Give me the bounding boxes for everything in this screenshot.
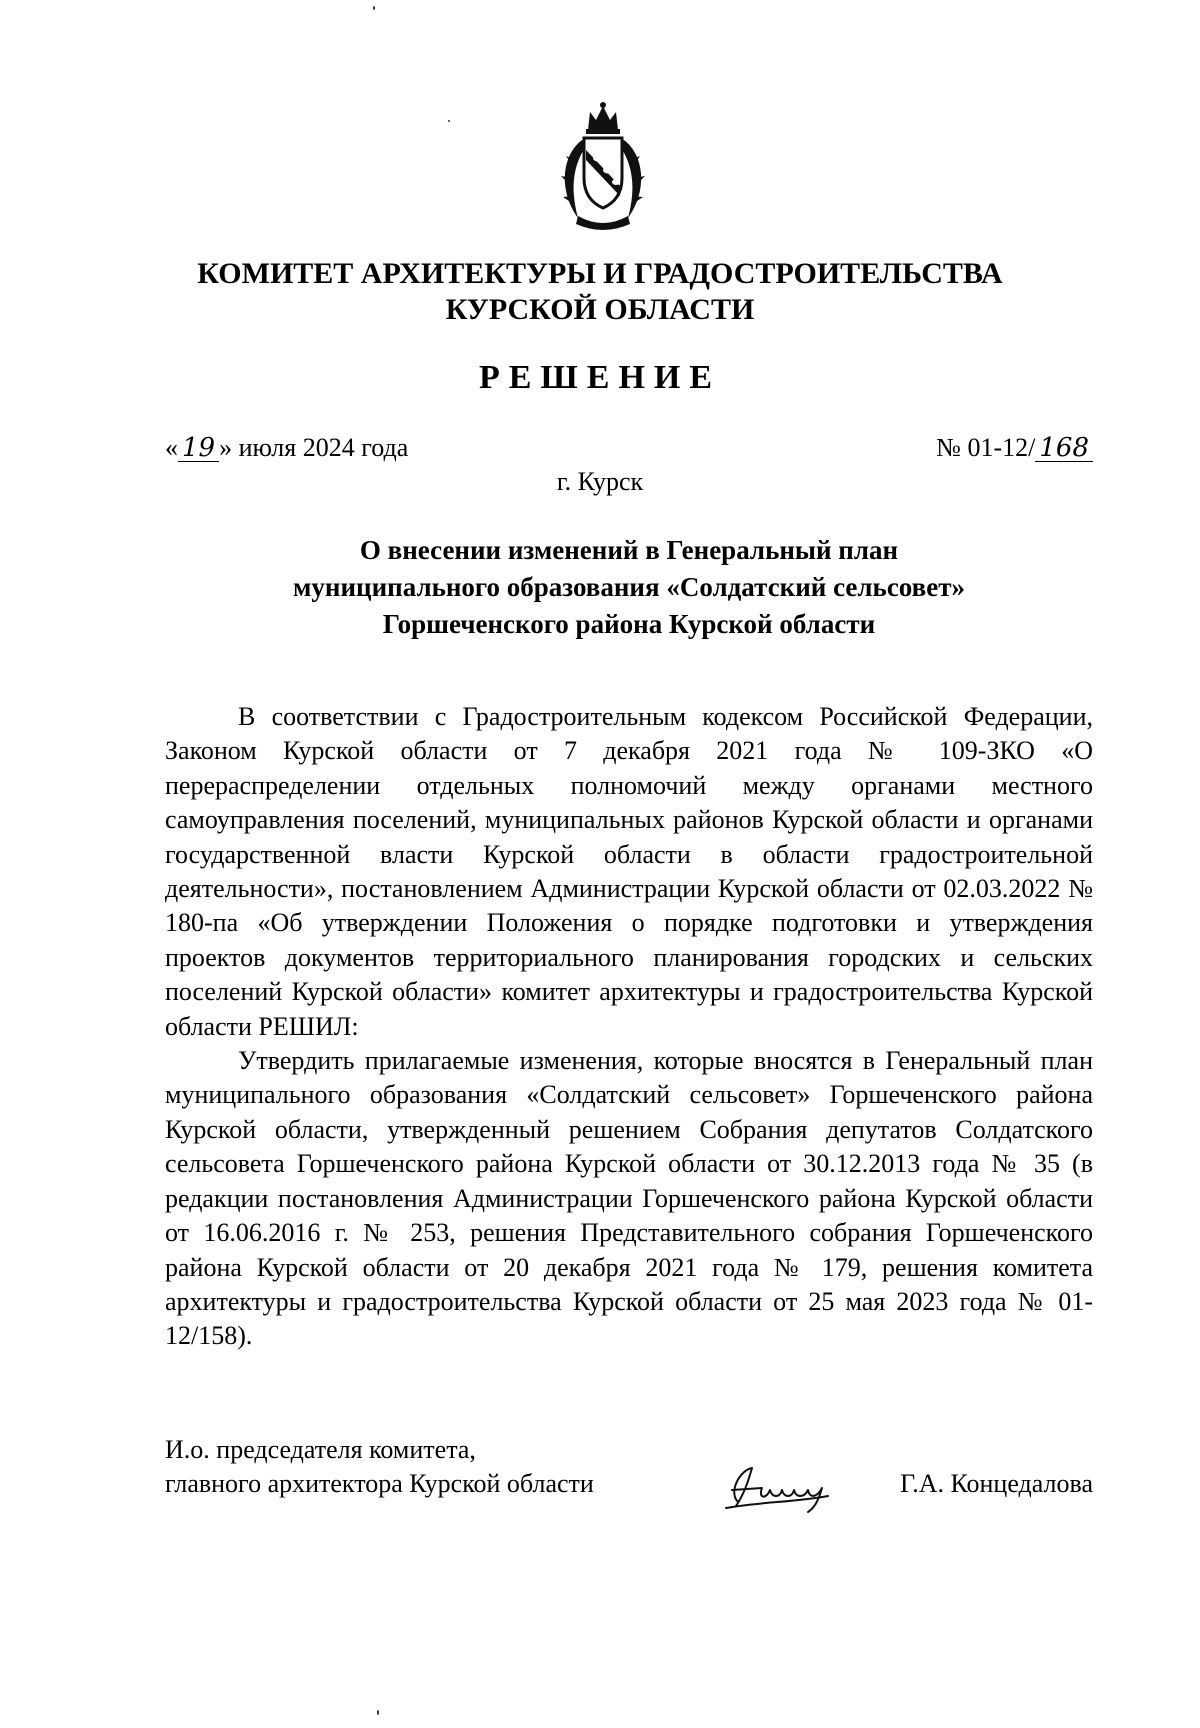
document-subject [165,532,1093,643]
document-number [936,432,1093,464]
scan-speck [373,6,375,10]
document-date [165,432,408,464]
coat-of-arms-icon [548,100,658,232]
date-day-handwritten: 19 [178,435,219,462]
signer-position-line2: главного архитектора Курской области [165,1469,594,1498]
scan-speck [448,120,450,122]
document-body [165,700,1093,1354]
org-title-line2: КУРСКОЙ ОБЛАСТИ [445,293,755,326]
date-quote-open: « [165,433,178,462]
date-rest: » июля 2024 года [219,433,409,462]
number-prefix: № 01-12/ [936,433,1036,462]
subject-line3: Горшеченского района Курской области [382,609,876,639]
subject-line2: муниципального образования «Солдатский сельсовет» [293,572,965,602]
scan-speck [377,1710,379,1715]
subject-line1: О внесении изменений в Генеральный план [359,535,899,565]
handwritten-signature [718,1462,858,1514]
signer-position [165,1433,594,1501]
body-paragraph: В соответствии с Градостроительным кодексом Российской Федерации, Законом Курской области от 7 декабря 2021 года № 109-ЗКО «О перераспределении отдельных полномочий между органами местного самоуправления поселений, муниципальных районов Курской области и органами государственной власти Курской области в области градостроительной деятельности», постановлением Администрации Курской области от 02.03.2022 № 180-па «Об утверждении Положения о порядке подготовки и утверждения проектов документов территориального планирования городских и сельских поселений Курской области» комитет архитектуры и градостроительства Курской области РЕШИЛ: [165,702,1093,1041]
org-title-line1: КОМИТЕТ АРХИТЕКТУРЫ И ГРАДОСТРОИТЕЛЬСТВА [197,257,1003,290]
number-handwritten: 168 [1035,435,1093,462]
document-type-title: РЕШЕНИЕ [478,359,722,396]
document-city: г. Курск [556,467,644,496]
signer-name: Г.А. Концедалова [900,1469,1093,1498]
body-paragraph: Утвердить прилагаемые изменения, которые вносятся в Генеральный план муниципального образования «Солдатский сельсовет» Горшеченского района Курской области, утвержденный решением Собрания депутатов Солдатского сельсовета Горшеченского района Курской области от 30.12.2013 года № 35 (в редакции постановления Администрации Горшеченского района Курской области от 16.06.2016 г. № 253, решения Представительного собрания Горшеченского района Курской области от 20 декабря 2021 года № 179, решения комитета архитектуры и градостроительства Курской области от 25 мая 2023 года № 01-12/158). [165,1046,1093,1351]
signer-position-line1: И.о. председателя комитета, [165,1435,476,1464]
